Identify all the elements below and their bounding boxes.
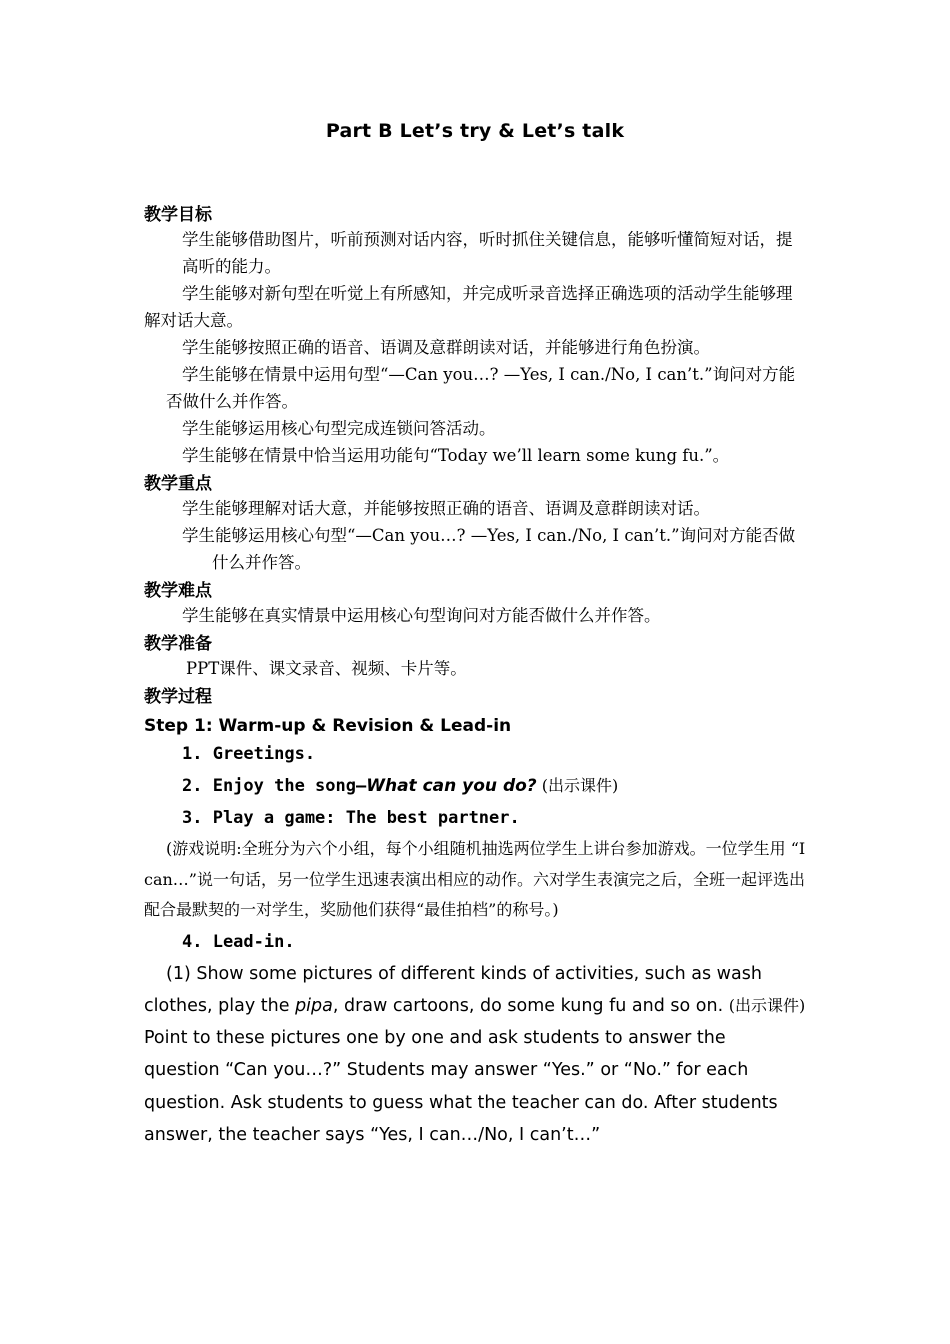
key-point-1: 学生能够理解对话大意，并能够按照正确的语音、语调及意群朗读对话。 [182,499,710,518]
goal-text-4: 学生能够按照正确的语音、语调及意群朗读对话，并能够进行角色扮演。 [182,338,710,357]
goal-text-1: 学生能够借助图片，听前预测对话内容，听时抓住关键信息，能够听懂简短对话，提高听的能力。 [182,230,793,276]
goal-text-5: 学生能够在情景中运用句型“—Can you…? —Yes, I can./No, I can’t.”询问对方能否做什么并作答。 [166,365,796,411]
goal-text-2: 学生能够对新句型在听觉上有所感知，并完成听录音选择正确选项的活动 [182,284,710,303]
goal-item-5 [144,361,806,415]
page-title: Part B Let’s try & Let’s talk [325,120,625,142]
section-heading-difficulties: 教学难点 [144,581,212,601]
step-1-title: Step 1: Warm-up & Revision & Lead-in [144,716,512,736]
section-heading-key-points: 教学重点 [144,474,212,494]
goal-item-7 [144,442,806,469]
song-suffix: (出示课件) [536,776,619,795]
section-heading-preparation: 教学准备 [144,634,212,654]
game-description: (游戏说明:全班分为六个小组，每个小组随机抽选两位学生上讲台参加游戏。一位学生用 “I can…”说一句话，另一位学生迅速表演出相应的动作。六对学生表演完之后，全班一起评选出配合最默契的一对学生，奖励他们获得“最佳拍档”的称号。) [144,839,806,919]
difficulty-1: 学生能够在真实情景中运用核心句型询问对方能否做什么并作答。 [182,606,661,625]
goal-text-3: 学生能够理解对话大意。 [144,284,793,330]
section-heading-process: 教学过程 [144,687,212,707]
lead-in-paragraph [144,958,806,1152]
goal-item-4 [144,334,806,361]
key-point-2: 学生能够运用核心句型“—Can you…? —Yes, I can./No, I can’t.”询问对方能否做什么并作答。 [182,526,796,572]
preparation-text: PPT课件、课文录音、视频、卡片等。 [186,659,467,678]
step-1-item-game: 3. Play a game: The best partner. [182,808,520,828]
section-heading-goals: 教学目标 [144,205,212,225]
song-title: What can you do? [366,776,537,796]
lead-in-courseware-note: (出示课件) [728,995,806,1015]
step-1-item-greetings: 1. Greetings. [182,744,316,764]
document-body [144,204,806,1151]
lead-in-text-c: Point to these pictures one by one and ask students to answer the question “Can you…?” Students may answer “Yes.” or “No.” for each question. Ask students to guess what the teacher can do. After students answer, the teacher says “Yes, I can…/No, I can’t…” [144,1028,778,1145]
goal-item-1 [144,226,806,280]
lead-in-text-a: (1) Show some pictures of different kinds of activities, such as wash clothes, play the [144,963,762,1016]
goal-item-6 [144,415,806,442]
goal-text-6: 学生能够运用核心句型完成连锁问答活动。 [182,419,496,438]
lead-in-pipa: pipa [295,995,333,1016]
step-1-item-song [144,770,806,802]
step-1-item-lead-in: 4. Lead-in. [182,931,295,952]
goal-item-2 [144,280,806,334]
lead-in-text-b: , draw cartoons, do some kung fu and so on. [332,995,729,1016]
goal-text-7: 学生能够在情景中恰当运用功能句“Today we’ll learn some kung fu.”。 [182,446,730,465]
song-prefix: 2. Enjoy the song— [182,776,367,796]
